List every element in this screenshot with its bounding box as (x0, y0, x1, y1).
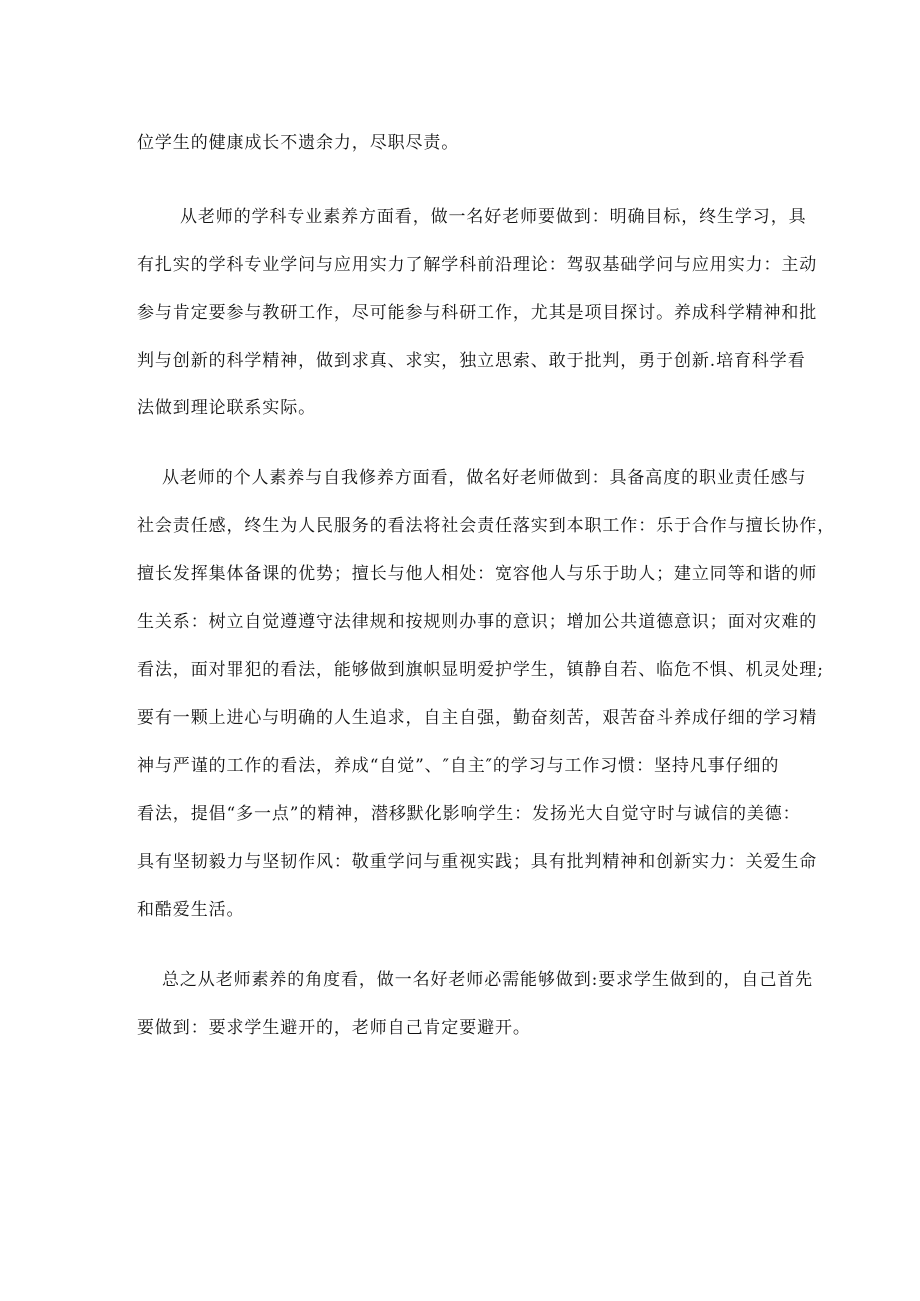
paragraph-2-line-9: 具有坚韧毅力与坚韧作风：敬重学问与重视实践；具有批判精神和创新实力：关爱生命 (137, 852, 818, 872)
paragraph-1-line-1: 从老师的学科专业素养方面看，做一名好老师要做到：明确目标，终生学习，具 (180, 207, 807, 227)
paragraph-1-line-3: 参与肯定要参与教研工作，尽可能参与科研工作，尤其是项目探讨。养成科学精神和批 (137, 303, 818, 323)
continuation-line: 位学生的健康成长不遗余力，尽职尽责。 (137, 133, 460, 153)
paragraph-1-line-2: 有扎实的学科专业学问与应用实力了解学科前沿理论：驾驭基础学问与应用实力：主动 (137, 255, 818, 275)
paragraph-2-line-5: 看法，面对罪犯的看法，能够做到旗帜显明爱护学生，镇静自若、临危不惧、机灵处理; (137, 660, 824, 680)
paragraph-1-line-4: 判与创新的科学精神，做到求真、求实，独立思索、敢于批判，勇于创新.培育科学看 (137, 351, 806, 371)
paragraph-2-line-10: 和酷爱生活。 (137, 900, 245, 920)
paragraph-2-line-7: 神与严谨的工作的看法，养成“自觉”、″自主″的学习与工作习惯：坚持凡事仔细的 (137, 756, 780, 776)
paragraph-3-line-2: 要做到：要求学生避开的，老师自己肯定要避开。 (137, 1018, 531, 1038)
paragraph-2-line-4: 生关系：树立自觉遵遵守法律规和按规则办事的意识；增加公共道德意识；面对灾难的 (137, 612, 818, 632)
paragraph-2-line-2: 社会责任感，终生为人民服务的看法将社会责任落实到本职工作：乐于合作与擅长协作， (137, 516, 836, 536)
paragraph-2-line-8: 看法，提倡“多一点”的精神，潜移默化影响学生：发扬光大自觉守时与诚信的美德： (137, 804, 801, 824)
paragraph-2-line-1: 从老师的个人素养与自我修养方面看，做名好老师做到：具备高度的职业责任感与 (162, 468, 807, 488)
paragraph-2-line-3: 擅长发挥集体备课的优势；擅长与他人相处：宽容他人与乐于助人；建立同等和谐的师 (137, 564, 818, 584)
paragraph-3-line-1: 总之从老师素养的角度看，做一名好老师必需能够做到:要求学生做到的，自己首先 (162, 970, 814, 990)
paragraph-2-line-6: 要有一颗上进心与明确的人生追求，自主自强，勤奋刻苦，艰苦奋斗养成仔细的学习精 (137, 708, 818, 728)
paragraph-1-line-5: 法做到理论联系实际。 (137, 398, 316, 418)
